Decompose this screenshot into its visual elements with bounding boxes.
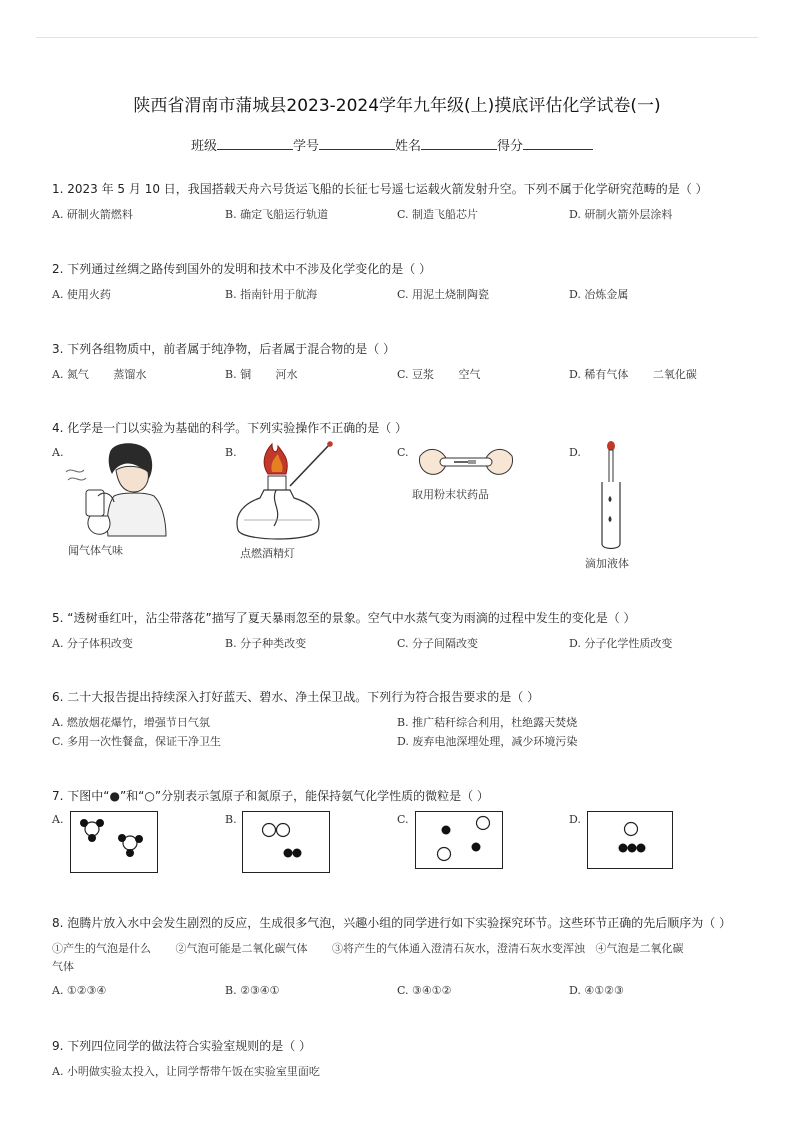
q7-particle-box-d (587, 811, 673, 869)
question-1-stem: 1. 2023 年 5 月 10 日，我国搭载天舟六号货运飞船的长征七号遥七运载火箭发射升空。下列不属于化学研究范畴的是（ ） (52, 182, 708, 196)
q2-option-a[interactable]: A. 使用火药 (52, 288, 111, 301)
q1-option-d[interactable]: D. 研制火箭外层涂料 (569, 208, 673, 221)
number-label: 学号 (293, 139, 320, 154)
exam-title: 陕西省渭南市蒲城县2023-2024学年九年级(上)摸底评估化学试卷(一) (133, 96, 661, 116)
q8-option-d[interactable]: D. ④①②③ (569, 984, 624, 997)
q5-option-c[interactable]: C. 分子间隔改变 (397, 637, 479, 650)
q6-option-d[interactable]: D. 废弃电池深埋处理，减少环境污染 (397, 735, 578, 748)
q1-option-b[interactable]: B. 确定飞船运行轨道 (225, 208, 329, 221)
question-7-stem: 7. 下图中“●”和“○”分别表示氢原子和氮原子，能保持氨气化学性质的微粒是（ ） (52, 789, 489, 803)
q8-statements-line1: ①产生的气泡是什么 ②气泡可能是二氧化碳气体 ③将产生的气体通入澄清石灰水，澄清石灰水变浑浊 ④气泡是二氧化碳 (52, 942, 684, 955)
q4-letter-b[interactable]: B. (225, 446, 237, 459)
q7-particle-box-c (415, 811, 503, 869)
q3-option-d[interactable]: D. 稀有气体 二氧化碳 (569, 368, 697, 381)
alcohol-lamp-illustration (238, 440, 338, 544)
number-blank[interactable] (319, 137, 395, 150)
q4-caption-c: 取用粉末状药品 (412, 488, 489, 501)
q2-option-d[interactable]: D. 冶炼金属 (569, 288, 629, 301)
q8-option-a[interactable]: A. ①②③④ (52, 984, 107, 997)
q3-option-a[interactable]: A. 氮气 蒸馏水 (52, 368, 147, 381)
q3-option-c[interactable]: C. 豆浆 空气 (397, 368, 481, 381)
q4-caption-d: 滴加液体 (585, 557, 629, 570)
class-label: 班级 (191, 139, 218, 154)
q8-option-b[interactable]: B. ②③④① (225, 984, 280, 997)
q5-option-d[interactable]: D. 分子化学性质改变 (569, 637, 673, 650)
powder-test-tube-illustration (418, 440, 514, 484)
dropper-illustration (596, 440, 626, 552)
q4-letter-d[interactable]: D. (569, 446, 581, 459)
q2-option-c[interactable]: C. 用泥土烧制陶瓷 (397, 288, 490, 301)
q7-letter-a[interactable]: A. (52, 813, 64, 826)
info-line (191, 135, 593, 154)
q4-letter-a[interactable]: A. (52, 446, 64, 459)
q4-caption-a: 闻气体气味 (68, 544, 123, 557)
q4-letter-c[interactable]: C. (397, 446, 409, 459)
q7-particle-box-a (70, 811, 158, 873)
q1-option-a[interactable]: A. 研制火箭燃料 (52, 208, 133, 221)
q7-letter-c[interactable]: C. (397, 813, 409, 826)
q1-option-c[interactable]: C. 制造飞船芯片 (397, 208, 479, 221)
question-9-stem: 9. 下列四位同学的做法符合实验室规则的是（ ） (52, 1039, 312, 1053)
q3-option-b[interactable]: B. 铜 河水 (225, 368, 298, 381)
score-blank[interactable] (523, 137, 593, 150)
name-blank[interactable] (421, 137, 497, 150)
q8-option-c[interactable]: C. ③④①② (397, 984, 452, 997)
q7-particle-box-b (242, 811, 330, 873)
q4-caption-b: 点燃酒精灯 (240, 547, 295, 560)
q5-option-a[interactable]: A. 分子体积改变 (52, 637, 133, 650)
q9-option-a[interactable]: A. 小明做实验太投入，让同学帮带午饭在实验室里面吃 (52, 1065, 320, 1078)
score-label: 得分 (497, 139, 524, 154)
q7-letter-b[interactable]: B. (225, 813, 237, 826)
q2-option-b[interactable]: B. 指南针用于航海 (225, 288, 318, 301)
question-2-stem: 2. 下列通过丝绸之路传到国外的发明和技术中不涉及化学变化的是（ ） (52, 262, 432, 276)
question-3-stem: 3. 下列各组物质中，前者属于纯净物，后者属于混合物的是（ ） (52, 342, 396, 356)
question-4-stem: 4. 化学是一门以实验为基础的科学。下列实验操作不正确的是（ ） (52, 421, 408, 435)
q6-option-c[interactable]: C. 多用一次性餐盒，保证干净卫生 (52, 735, 222, 748)
q5-option-b[interactable]: B. 分子种类改变 (225, 637, 307, 650)
question-8-stem: 8. 泡腾片放入水中会发生剧烈的反应，生成很多气泡，兴趣小组的同学进行如下实验探究环节。这些环节正确的先后顺序为（ ） (52, 916, 732, 930)
q6-option-a[interactable]: A. 燃放烟花爆竹，增强节日气氛 (52, 716, 210, 729)
q6-option-b[interactable]: B. 推广秸秆综合利用，杜绝露天焚烧 (397, 716, 578, 729)
top-divider (36, 37, 758, 38)
q8-statements-line2: 气体 (52, 960, 74, 973)
class-blank[interactable] (217, 137, 293, 150)
name-label: 姓名 (395, 139, 422, 154)
smell-gas-illustration (62, 440, 172, 540)
question-5-stem: 5. “透树垂红叶，沾尘带落花”描写了夏天暴雨忽至的景象。空气中水蒸气变为雨滴的过程中发生的变化是（ ） (52, 611, 636, 625)
question-6-stem: 6. 二十大报告提出持续深入打好蓝天、碧水、净土保卫战。下列行为符合报告要求的是（ ） (52, 690, 540, 704)
q7-letter-d[interactable]: D. (569, 813, 581, 826)
